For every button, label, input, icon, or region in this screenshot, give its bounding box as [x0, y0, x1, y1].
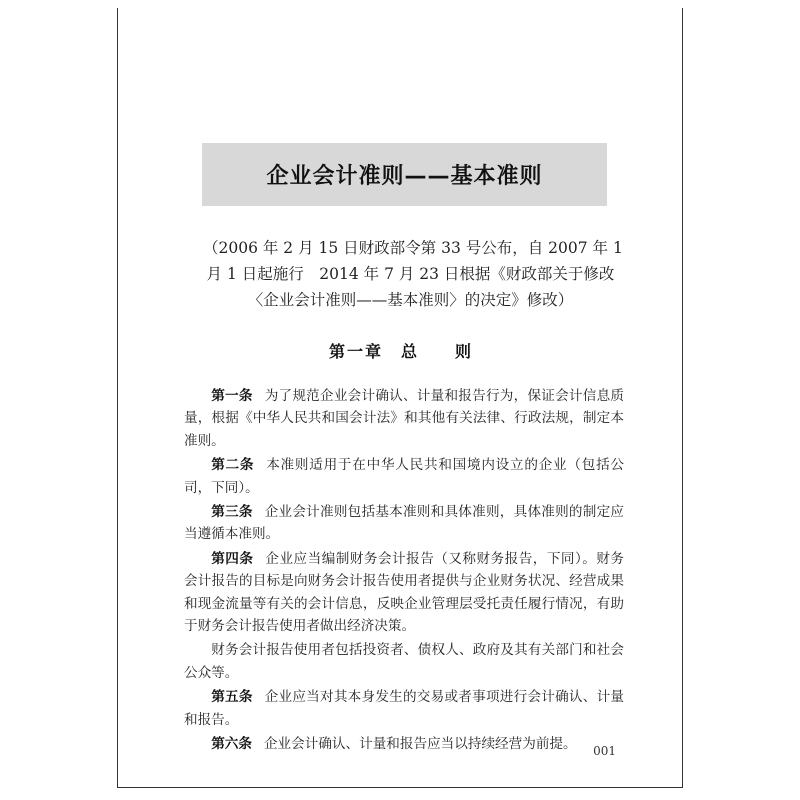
article-label: 第二条 — [211, 457, 255, 474]
article-text: 财务会计报告使用者包括投资者、债权人、政府及其有关部门和社会公众等。 — [184, 642, 624, 681]
chapter-heading: 第一章 总 则 — [328, 342, 473, 361]
article-list — [184, 385, 624, 758]
page-number: 001 — [593, 744, 616, 758]
article-text: 企业会计准则包括基本准则和具体准则，具体准则的制定应当遵循本准则。 — [184, 504, 625, 543]
title-banner — [202, 143, 607, 206]
article-text: 企业应当编制财务会计报告（又称财务报告，下同）。财务会计报告的目标是向财务会计报告使用者提供与企业财务状况、经营成果和现金流量等有关的会计信息，反映企业管理层受托责任履行情况，有助于财务会计报告使用者做出经济决策。 — [184, 550, 624, 635]
article-1 — [184, 385, 624, 452]
publication-note-line-3: 〈企业会计准则——基本准则〉的决定》修改） — [247, 291, 574, 309]
article-label: 第四条 — [211, 550, 254, 567]
article-5 — [184, 686, 624, 731]
article-6 — [184, 733, 624, 755]
article-text: 企业会计确认、计量和报告应当以持续经营为前提。 — [263, 736, 577, 753]
article-text: 企业应当对其本身发生的交易或者事项进行会计确认、计量和报告。 — [184, 689, 625, 728]
publication-note-line-2: 月 1 日起施行 2014 年 7 月 23 日根据《财政部关于修改 — [206, 265, 615, 283]
article-3 — [184, 501, 624, 546]
article-4-paragraph-2 — [184, 639, 624, 684]
article-2 — [184, 454, 624, 499]
article-label: 第六条 — [211, 736, 252, 753]
document-title: 企业会计准则——基本准则 — [266, 164, 543, 189]
book-page — [117, 8, 683, 788]
article-text: 为了规范企业会计确认、计量和报告行为，保证会计信息质量，根据《中华人民共和国会计法》和其他有关法律、行政法规，制定本准则。 — [184, 388, 625, 449]
publication-note-line-1: （2006 年 2 月 15 日财政部令第 33 号公布，自 2007 年 1 — [203, 239, 623, 257]
article-text: 本准则适用于在中华人民共和国境内设立的企业（包括公司，下同）。 — [184, 457, 625, 496]
article-label: 第五条 — [211, 689, 253, 706]
article-4 — [184, 548, 624, 638]
article-label: 第一条 — [211, 388, 253, 404]
article-label: 第三条 — [211, 504, 253, 521]
publication-note — [203, 235, 623, 313]
